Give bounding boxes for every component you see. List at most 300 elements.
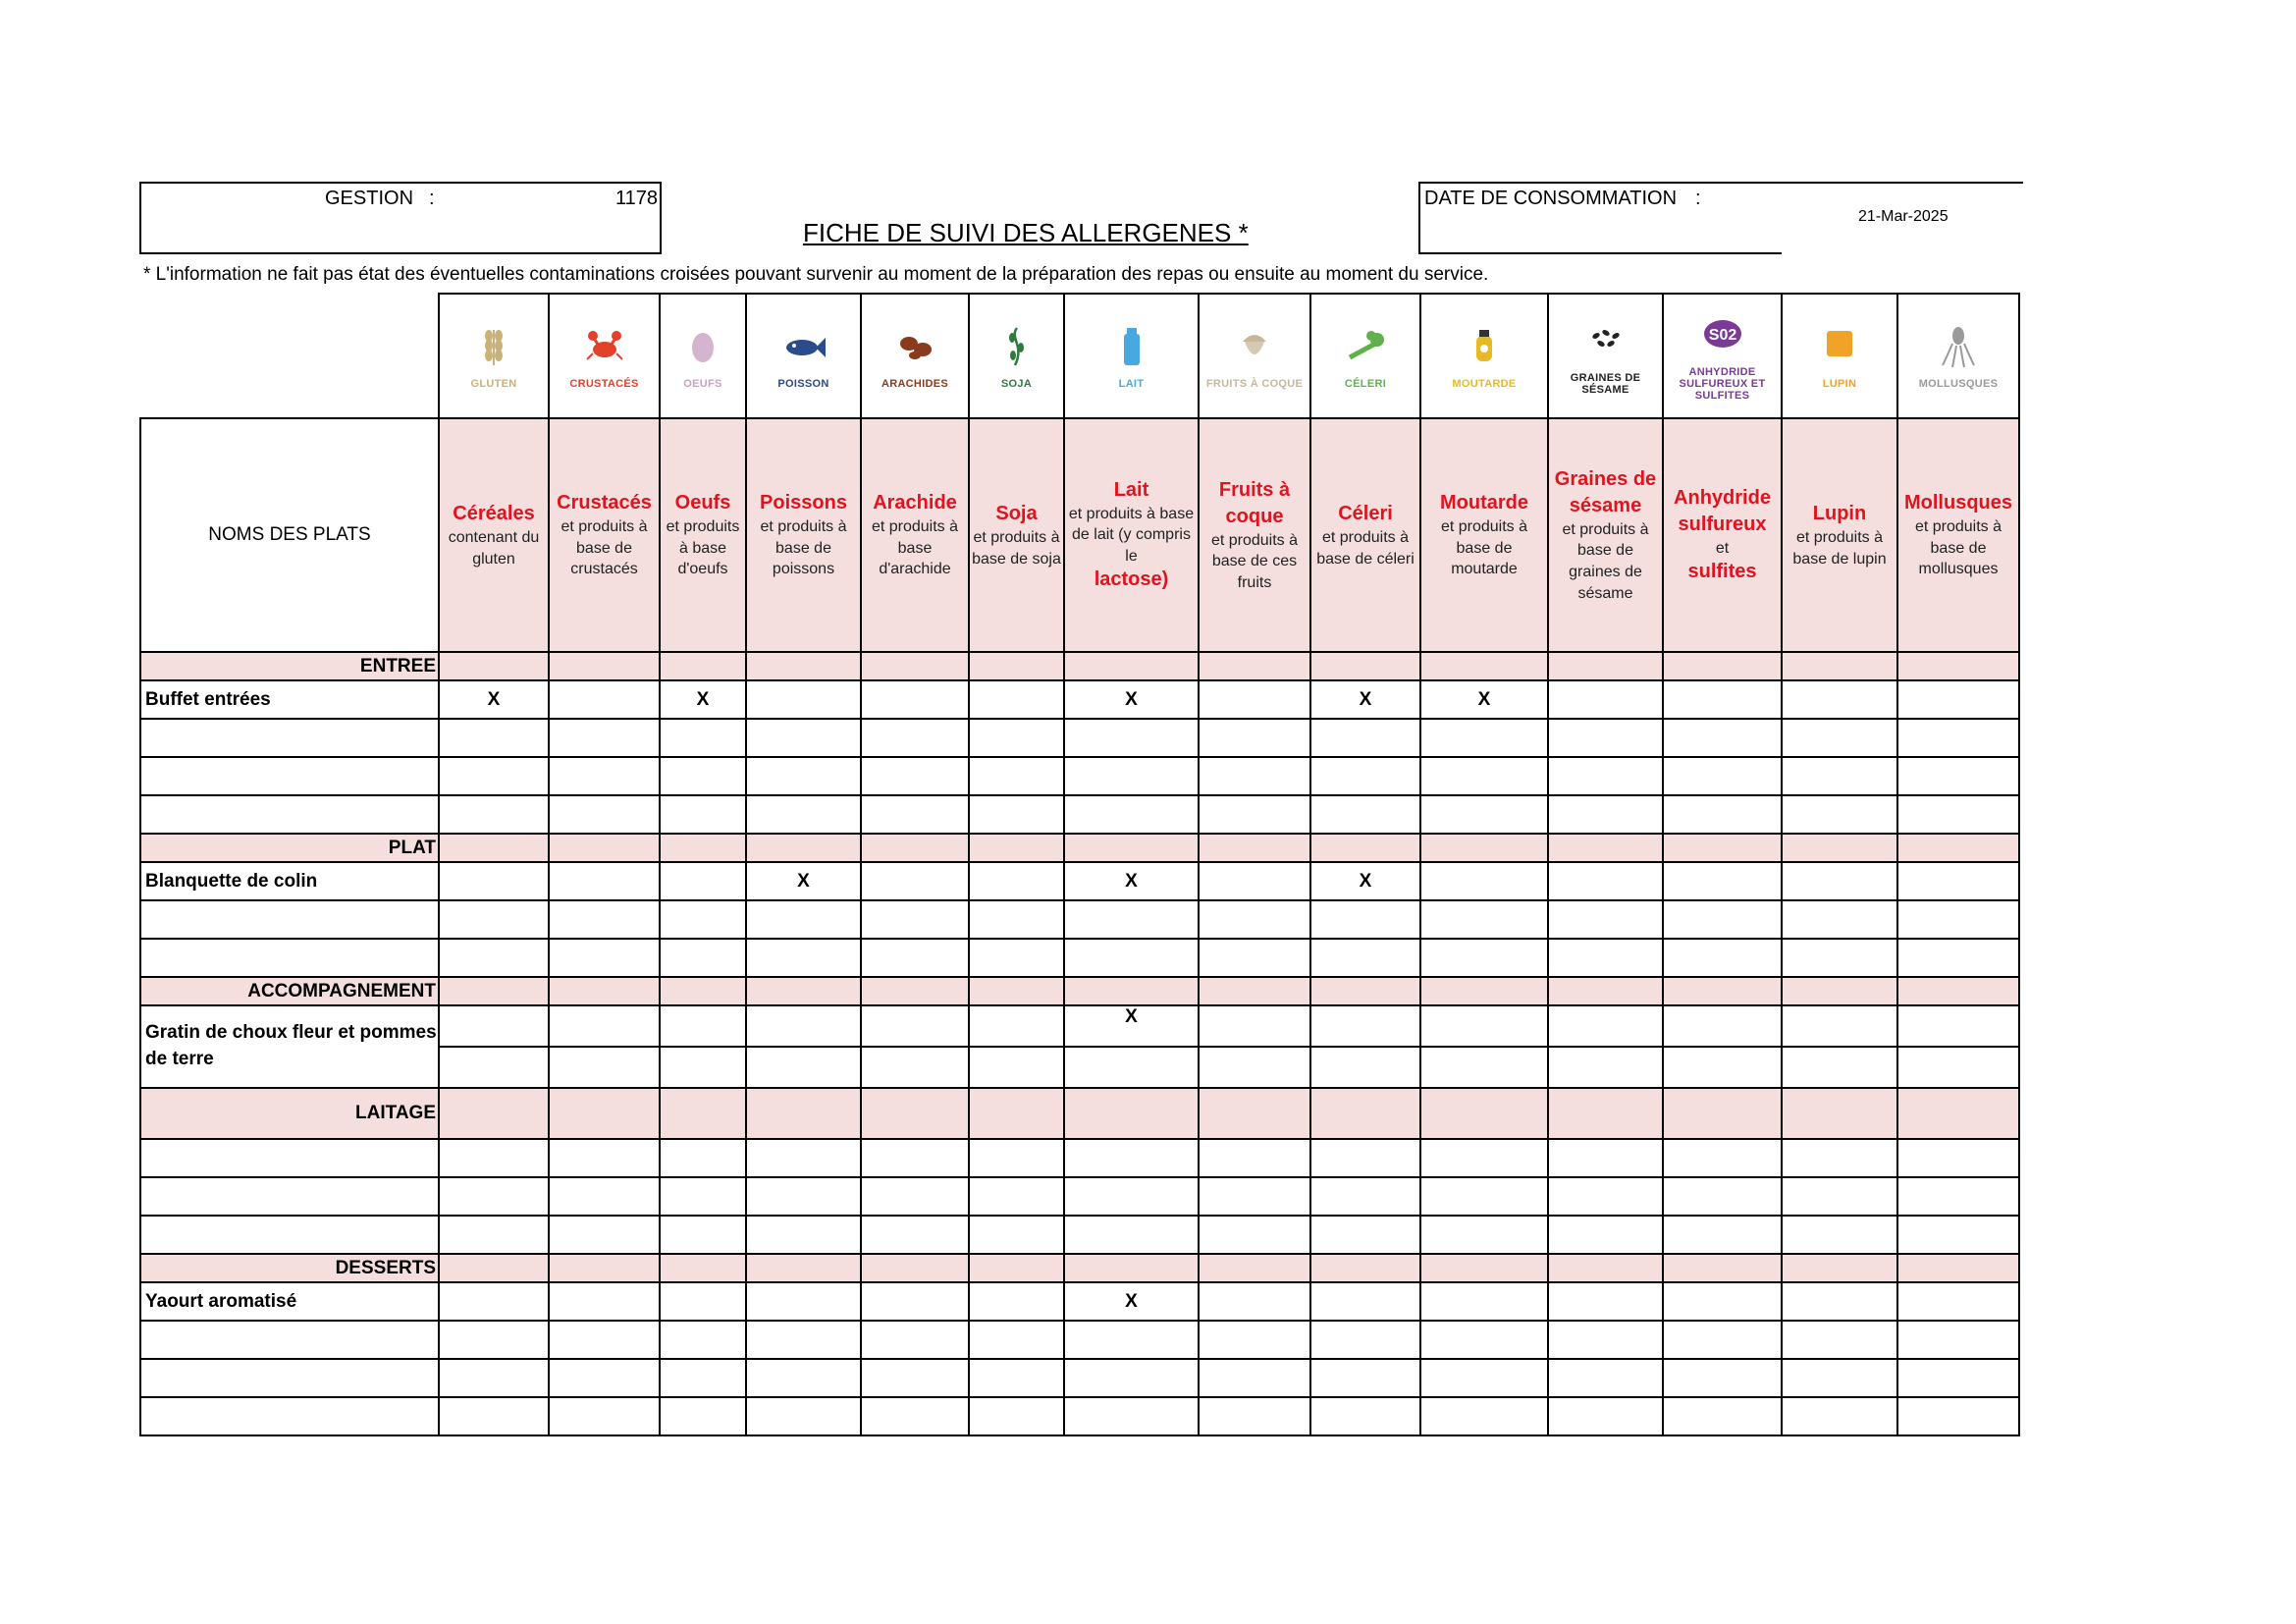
allergen-mark-cell[interactable]	[746, 939, 861, 977]
allergen-mark-cell[interactable]	[1663, 1282, 1782, 1321]
allergen-mark-cell[interactable]	[746, 1216, 861, 1254]
section-label: PLAT	[140, 834, 439, 862]
allergen-header-cell	[1897, 418, 2019, 652]
allergen-mark-cell[interactable]	[439, 862, 549, 900]
allergen-mark-cell[interactable]	[1548, 1177, 1663, 1216]
allergen-description: et produits à base de lupin	[1792, 528, 1887, 568]
allergen-mark-cell[interactable]	[1064, 1177, 1199, 1216]
lupin-icon	[1818, 324, 1861, 374]
allergen-mark-cell[interactable]	[1064, 1216, 1199, 1254]
allergen-mark-cell[interactable]	[1199, 1397, 1310, 1435]
allergen-mark-cell[interactable]	[1782, 1216, 1897, 1254]
allergen-mark-cell[interactable]	[1064, 719, 1199, 757]
allergen-mark-cell[interactable]	[1548, 1047, 1663, 1088]
allergen-mark-cell[interactable]	[1548, 757, 1663, 795]
allergen-mark-cell[interactable]	[1064, 939, 1199, 977]
allergen-mark-cell[interactable]	[439, 1282, 549, 1321]
dish-name[interactable]	[140, 719, 439, 757]
allergen-mark-cell[interactable]	[660, 757, 746, 795]
allergen-mark-cell[interactable]	[969, 757, 1064, 795]
allergen-mark-cell[interactable]	[969, 1397, 1064, 1435]
milk-icon	[1110, 324, 1153, 374]
allergen-mark-cell[interactable]	[549, 1216, 660, 1254]
allergen-mark-cell[interactable]	[660, 795, 746, 834]
section-cell	[1310, 834, 1420, 862]
section-cell	[1064, 1254, 1199, 1282]
allergen-mark-cell[interactable]	[1199, 900, 1310, 939]
allergen-mark-cell[interactable]	[549, 1282, 660, 1321]
allergen-mark-cell[interactable]	[1420, 1359, 1548, 1397]
allergen-mark-cell[interactable]	[1420, 1216, 1548, 1254]
allergen-mark-cell[interactable]	[549, 795, 660, 834]
allergen-mark-cell[interactable]	[861, 680, 969, 719]
allergen-mark-cell[interactable]	[1782, 1177, 1897, 1216]
allergen-mark-cell[interactable]	[861, 795, 969, 834]
allergen-mark-cell[interactable]	[1782, 1047, 1897, 1088]
date-label: DATE DE CONSOMMATION	[1424, 188, 1678, 209]
allergen-mark-cell[interactable]	[1548, 862, 1663, 900]
dish-name[interactable]	[140, 1139, 439, 1177]
allergen-mark-cell[interactable]	[746, 1282, 861, 1321]
section-cell	[1420, 1088, 1548, 1139]
section-cell	[1663, 1088, 1782, 1139]
allergen-mark-cell[interactable]	[1310, 1139, 1420, 1177]
allergen-mark-cell[interactable]	[1663, 795, 1782, 834]
mollusc-icon	[1937, 324, 1980, 374]
allergen-mark-cell[interactable]	[1420, 1005, 1548, 1047]
allergen-mark-cell[interactable]	[1064, 1047, 1199, 1088]
allergen-mark-cell[interactable]	[439, 1139, 549, 1177]
dish-name[interactable]: Gratin de choux fleur et pommes de terre	[140, 1005, 439, 1088]
allergen-mark-cell[interactable]	[746, 1047, 861, 1088]
allergen-mark-cell[interactable]	[1064, 1397, 1199, 1435]
section-cell	[1310, 652, 1420, 680]
allergen-icon-cell	[1420, 294, 1548, 419]
allergen-mark-cell[interactable]	[1199, 939, 1310, 977]
dish-name[interactable]	[140, 1397, 439, 1435]
allergen-mark-cell[interactable]	[969, 1139, 1064, 1177]
allergen-mark-cell[interactable]	[746, 1397, 861, 1435]
allergen-mark-cell[interactable]: X	[1310, 862, 1420, 900]
allergen-header-cell	[1548, 418, 1663, 652]
allergen-mark-cell[interactable]	[439, 1321, 549, 1359]
allergen-mark-cell[interactable]	[439, 795, 549, 834]
allergen-mark-cell[interactable]	[746, 795, 861, 834]
allergen-mark-cell[interactable]	[1548, 1139, 1663, 1177]
allergen-mark-cell[interactable]	[549, 900, 660, 939]
allergen-mark-cell[interactable]	[1548, 680, 1663, 719]
wheat-icon	[472, 324, 515, 374]
section-cell	[746, 977, 861, 1005]
allergen-mark-cell[interactable]	[549, 1047, 660, 1088]
allergen-mark-cell[interactable]	[660, 1359, 746, 1397]
allergen-mark-cell[interactable]	[1420, 1321, 1548, 1359]
section-cell	[1420, 977, 1548, 1005]
allergen-mark-cell[interactable]	[1310, 1047, 1420, 1088]
allergen-mark-cell[interactable]	[1782, 1359, 1897, 1397]
allergen-mark-cell[interactable]	[746, 1139, 861, 1177]
allergen-name: Graines de sésame	[1554, 467, 1657, 516]
allergen-mark-cell[interactable]	[1310, 1216, 1420, 1254]
allergen-mark-cell[interactable]	[1199, 1177, 1310, 1216]
allergen-mark-cell[interactable]	[549, 680, 660, 719]
allergen-icon-cell	[1310, 294, 1420, 419]
allergen-mark-cell[interactable]	[1897, 1397, 2019, 1435]
allergen-mark-cell[interactable]	[1199, 862, 1310, 900]
allergen-mark-cell[interactable]	[1897, 1005, 2019, 1047]
allergen-mark-cell[interactable]	[1420, 795, 1548, 834]
allergen-name: Lupin	[1812, 502, 1867, 524]
allergen-mark-cell[interactable]	[1064, 1321, 1199, 1359]
allergen-mark-cell[interactable]	[1897, 1321, 2019, 1359]
allergen-mark-cell[interactable]	[439, 1005, 549, 1047]
section-cell	[439, 652, 549, 680]
allergen-mark-cell[interactable]	[1663, 1047, 1782, 1088]
allergen-mark-cell[interactable]	[1782, 680, 1897, 719]
allergen-mark-cell[interactable]	[1548, 1216, 1663, 1254]
allergen-mark-cell[interactable]	[861, 1359, 969, 1397]
allergen-name: Poissons	[760, 492, 847, 514]
allergen-mark-cell[interactable]	[1548, 939, 1663, 977]
allergen-mark-cell[interactable]	[1663, 1397, 1782, 1435]
allergen-mark-cell[interactable]	[1782, 757, 1897, 795]
allergen-mark-cell[interactable]	[1199, 1282, 1310, 1321]
allergen-mark-cell[interactable]	[861, 1177, 969, 1216]
allergen-header-cell	[861, 418, 969, 652]
allergen-mark-cell[interactable]	[1310, 757, 1420, 795]
allergen-mark-cell[interactable]	[1782, 1282, 1897, 1321]
allergen-mark-cell[interactable]	[746, 1177, 861, 1216]
allergen-mark-cell[interactable]	[1782, 1397, 1897, 1435]
section-cell	[1548, 652, 1663, 680]
allergen-mark-cell[interactable]	[660, 1047, 746, 1088]
allergen-mark-cell[interactable]: X	[1420, 680, 1548, 719]
allergen-mark-cell[interactable]	[1897, 1047, 2019, 1088]
allergen-mark-cell[interactable]	[1310, 900, 1420, 939]
allergen-mark-cell[interactable]	[1663, 862, 1782, 900]
allergen-mark-cell[interactable]	[1199, 680, 1310, 719]
allergen-mark-cell[interactable]	[969, 1359, 1064, 1397]
allergen-mark-cell[interactable]	[1663, 1139, 1782, 1177]
section-cell	[1782, 977, 1897, 1005]
allergen-mark-cell[interactable]	[1897, 680, 2019, 719]
allergen-mark-cell[interactable]	[861, 1397, 969, 1435]
allergen-mark-cell[interactable]	[1199, 719, 1310, 757]
allergen-mark-cell[interactable]	[1420, 900, 1548, 939]
allergen-mark-cell[interactable]	[660, 1282, 746, 1321]
allergen-mark-cell[interactable]	[1420, 719, 1548, 757]
dish-name[interactable]: Yaourt aromatisé	[140, 1282, 439, 1321]
allergen-mark-cell[interactable]	[660, 1005, 746, 1047]
allergen-mark-cell[interactable]	[1310, 1282, 1420, 1321]
allergen-description: et produits à base de crustacés	[561, 518, 648, 578]
allergen-mark-cell[interactable]	[1310, 1005, 1420, 1047]
allergen-mark-cell[interactable]	[660, 1139, 746, 1177]
allergen-mark-cell[interactable]	[1310, 1359, 1420, 1397]
allergen-mark-cell[interactable]	[549, 1321, 660, 1359]
allergen-mark-cell[interactable]	[1663, 900, 1782, 939]
section-cell	[549, 1254, 660, 1282]
allergen-mark-cell[interactable]	[1310, 1397, 1420, 1435]
allergen-icon-caption: POISSON	[777, 377, 829, 390]
dish-name[interactable]: Blanquette de colin	[140, 862, 439, 900]
allergen-mark-cell[interactable]	[1548, 1321, 1663, 1359]
allergen-name: Mollusques	[1903, 492, 2012, 514]
allergen-mark-cell[interactable]	[439, 1397, 549, 1435]
allergen-mark-cell[interactable]	[861, 1047, 969, 1088]
page-title: FICHE DE SUIVI DES ALLERGENES *	[803, 218, 1249, 247]
allergen-mark-cell[interactable]	[439, 757, 549, 795]
allergen-mark-cell[interactable]	[969, 900, 1064, 939]
allergen-mark-cell[interactable]	[1663, 1177, 1782, 1216]
allergen-mark-cell[interactable]	[969, 1047, 1064, 1088]
allergen-mark-cell[interactable]	[660, 862, 746, 900]
allergen-mark-cell[interactable]	[1420, 862, 1548, 900]
allergen-mark-cell[interactable]	[1064, 795, 1199, 834]
allergen-mark-cell[interactable]	[1782, 795, 1897, 834]
allergen-mark-cell[interactable]	[1199, 1005, 1310, 1047]
section-cell	[660, 652, 746, 680]
allergen-mark-cell[interactable]	[969, 1216, 1064, 1254]
allergen-mark-cell[interactable]	[549, 1139, 660, 1177]
allergen-mark-cell[interactable]	[549, 757, 660, 795]
allergen-mark-cell[interactable]: X	[1064, 680, 1199, 719]
allergen-mark-cell[interactable]	[1064, 757, 1199, 795]
section-row	[140, 1254, 2019, 1282]
allergen-mark-cell[interactable]	[861, 900, 969, 939]
allergen-mark-cell[interactable]	[746, 900, 861, 939]
allergen-header-cell	[1199, 418, 1310, 652]
allergen-mark-cell[interactable]	[1420, 1139, 1548, 1177]
allergen-mark-cell[interactable]	[1782, 1005, 1897, 1047]
allergen-mark-cell[interactable]	[1199, 1139, 1310, 1177]
allergen-icon-caption: OEUFS	[683, 377, 722, 390]
section-cell	[969, 652, 1064, 680]
allergen-header-cell	[1663, 418, 1782, 652]
allergen-mark-cell[interactable]	[969, 680, 1064, 719]
allergen-mark-cell[interactable]	[439, 939, 549, 977]
section-cell	[1310, 1088, 1420, 1139]
allergen-mark-cell[interactable]	[861, 862, 969, 900]
allergen-mark-cell[interactable]	[1782, 862, 1897, 900]
allergen-mark-cell[interactable]	[746, 757, 861, 795]
allergen-mark-cell[interactable]	[1663, 1321, 1782, 1359]
allergen-header-cell	[969, 418, 1064, 652]
allergen-mark-cell[interactable]	[1310, 1321, 1420, 1359]
section-label: ACCOMPAGNEMENT	[140, 977, 439, 1005]
dish-name[interactable]	[140, 1359, 439, 1397]
allergen-mark-cell[interactable]	[1064, 1139, 1199, 1177]
allergen-mark-cell[interactable]	[1897, 939, 2019, 977]
allergen-mark-cell[interactable]	[1897, 1139, 2019, 1177]
allergen-name: Fruits à coque	[1218, 478, 1291, 527]
allergen-mark-cell[interactable]	[861, 939, 969, 977]
date-separator: :	[1695, 188, 1701, 209]
allergen-mark-cell[interactable]	[1548, 719, 1663, 757]
allergen-mark-cell[interactable]	[439, 900, 549, 939]
allergen-mark-cell[interactable]	[1064, 1359, 1199, 1397]
allergen-mark-cell[interactable]	[861, 719, 969, 757]
dish-name[interactable]: Buffet entrées	[140, 680, 439, 719]
allergen-mark-cell[interactable]: X	[439, 680, 549, 719]
allergen-mark-cell[interactable]	[969, 795, 1064, 834]
allergen-mark-cell[interactable]	[1663, 939, 1782, 977]
allergen-mark-cell[interactable]	[1310, 795, 1420, 834]
mustard-icon	[1463, 324, 1506, 374]
allergen-mark-cell[interactable]	[660, 1321, 746, 1359]
allergen-mark-cell[interactable]	[746, 680, 861, 719]
allergen-mark-cell[interactable]	[861, 1282, 969, 1321]
allergen-mark-cell[interactable]	[1897, 900, 2019, 939]
allergen-mark-cell[interactable]: X	[1310, 680, 1420, 719]
allergen-mark-cell[interactable]	[1548, 1397, 1663, 1435]
allergen-mark-cell[interactable]	[861, 1139, 969, 1177]
allergen-mark-cell[interactable]	[1420, 1177, 1548, 1216]
allergen-mark-cell[interactable]	[1199, 795, 1310, 834]
allergen-mark-cell[interactable]	[746, 1005, 861, 1047]
section-cell	[1199, 977, 1310, 1005]
allergen-mark-cell[interactable]	[1897, 1177, 2019, 1216]
allergen-mark-cell[interactable]	[1420, 1047, 1548, 1088]
allergen-mark-cell[interactable]	[1420, 757, 1548, 795]
allergen-mark-cell[interactable]	[439, 1216, 549, 1254]
egg-icon	[681, 324, 724, 374]
dish-name[interactable]	[140, 1321, 439, 1359]
allergen-description: et produits à base de ces fruits	[1210, 531, 1299, 591]
allergen-mark-cell[interactable]	[660, 939, 746, 977]
section-row	[140, 1088, 2019, 1139]
allergen-mark-cell[interactable]	[1897, 795, 2019, 834]
allergen-mark-cell[interactable]	[1548, 900, 1663, 939]
allergen-mark-cell[interactable]	[660, 1216, 746, 1254]
allergen-mark-cell[interactable]	[660, 1397, 746, 1435]
allergen-mark-cell[interactable]	[1199, 1359, 1310, 1397]
allergen-description: et produits à base d'arachide	[871, 518, 959, 578]
allergen-mark-cell[interactable]	[1548, 795, 1663, 834]
allergen-mark-cell[interactable]	[969, 1282, 1064, 1321]
table-row	[140, 757, 2019, 795]
allergen-mark-cell[interactable]	[1782, 1321, 1897, 1359]
allergen-mark-cell[interactable]	[1199, 757, 1310, 795]
allergen-mark-cell[interactable]	[1663, 757, 1782, 795]
allergen-mark-cell[interactable]	[1420, 1397, 1548, 1435]
section-cell	[1064, 977, 1199, 1005]
allergen-mark-cell[interactable]	[549, 1005, 660, 1047]
allergen-mark-cell[interactable]	[439, 1047, 549, 1088]
allergen-mark-cell[interactable]	[969, 1005, 1064, 1047]
allergen-mark-cell[interactable]	[969, 1321, 1064, 1359]
allergen-mark-cell[interactable]	[1199, 1047, 1310, 1088]
allergen-mark-cell[interactable]	[549, 1397, 660, 1435]
allergen-icon-cell	[969, 294, 1064, 419]
allergen-mark-cell[interactable]	[1310, 1177, 1420, 1216]
section-label: ENTREE	[140, 652, 439, 680]
allergen-mark-cell[interactable]	[746, 1321, 861, 1359]
allergen-mark-cell[interactable]: X	[660, 680, 746, 719]
allergen-name: Céréales	[453, 502, 535, 524]
allergen-mark-cell[interactable]: X	[1064, 862, 1199, 900]
allergen-mark-cell[interactable]	[861, 757, 969, 795]
dish-name[interactable]	[140, 1177, 439, 1216]
allergen-mark-cell[interactable]	[439, 1359, 549, 1397]
dish-name[interactable]	[140, 757, 439, 795]
allergen-mark-cell[interactable]	[861, 1005, 969, 1047]
allergen-mark-cell[interactable]	[746, 719, 861, 757]
allergen-mark-cell[interactable]	[969, 862, 1064, 900]
allergen-mark-cell[interactable]	[660, 719, 746, 757]
allergen-mark-cell[interactable]	[1548, 1282, 1663, 1321]
allergen-mark-cell[interactable]	[1663, 719, 1782, 757]
allergen-mark-cell[interactable]	[660, 900, 746, 939]
allergen-mark-cell[interactable]	[969, 719, 1064, 757]
allergen-mark-cell[interactable]	[439, 1177, 549, 1216]
section-cell	[1548, 1254, 1663, 1282]
allergen-mark-cell[interactable]	[549, 1177, 660, 1216]
allergen-mark-cell[interactable]	[1199, 1321, 1310, 1359]
allergen-mark-cell[interactable]	[1897, 719, 2019, 757]
allergen-mark-cell[interactable]	[1782, 719, 1897, 757]
allergen-mark-cell[interactable]	[1897, 1359, 2019, 1397]
allergen-mark-cell[interactable]	[1897, 862, 2019, 900]
allergen-mark-cell[interactable]	[1782, 900, 1897, 939]
dish-name[interactable]	[140, 939, 439, 977]
dish-name[interactable]	[140, 795, 439, 834]
dish-name[interactable]	[140, 900, 439, 939]
allergen-mark-cell[interactable]	[1548, 1005, 1663, 1047]
allergen-mark-cell[interactable]	[1064, 900, 1199, 939]
section-cell	[1897, 1088, 2019, 1139]
allergen-mark-cell[interactable]	[1663, 1005, 1782, 1047]
allergen-name: Soja	[995, 502, 1038, 524]
allergen-mark-cell[interactable]	[1420, 1282, 1548, 1321]
allergen-mark-cell[interactable]	[1782, 1139, 1897, 1177]
allergen-mark-cell[interactable]: X	[746, 862, 861, 900]
allergen-mark-cell[interactable]	[969, 1177, 1064, 1216]
section-cell	[1199, 1088, 1310, 1139]
allergen-mark-cell[interactable]	[1897, 1216, 2019, 1254]
allergen-mark-cell[interactable]	[660, 1177, 746, 1216]
allergen-mark-cell[interactable]	[1420, 939, 1548, 977]
allergen-mark-cell[interactable]	[549, 862, 660, 900]
allergen-mark-cell[interactable]	[1663, 680, 1782, 719]
allergen-mark-cell[interactable]	[549, 719, 660, 757]
allergen-mark-cell[interactable]	[1310, 719, 1420, 757]
allergen-mark-cell[interactable]	[1663, 1359, 1782, 1397]
allergen-mark-cell[interactable]: X	[1064, 1005, 1199, 1047]
allergen-mark-cell[interactable]	[861, 1321, 969, 1359]
allergen-mark-cell[interactable]	[969, 939, 1064, 977]
allergen-mark-cell[interactable]	[1199, 1216, 1310, 1254]
dish-name[interactable]	[140, 1216, 439, 1254]
allergen-mark-cell[interactable]	[1663, 1216, 1782, 1254]
allergen-name: Anhydride sulfureux	[1674, 486, 1771, 535]
allergen-mark-cell[interactable]	[549, 939, 660, 977]
section-cell	[1782, 1088, 1897, 1139]
gestion-separator: :	[429, 188, 435, 209]
allergen-mark-cell[interactable]	[861, 1216, 969, 1254]
allergen-mark-cell[interactable]	[549, 1359, 660, 1397]
allergen-icon-cell	[861, 294, 969, 419]
allergen-mark-cell[interactable]	[439, 719, 549, 757]
allergen-mark-cell[interactable]	[1548, 1359, 1663, 1397]
allergen-mark-cell[interactable]	[1897, 1282, 2019, 1321]
section-cell	[439, 977, 549, 1005]
allergen-mark-cell[interactable]	[1310, 939, 1420, 977]
allergen-mark-cell[interactable]: X	[1064, 1282, 1199, 1321]
allergen-mark-cell[interactable]	[1782, 939, 1897, 977]
allergen-mark-cell[interactable]	[746, 1359, 861, 1397]
allergen-mark-cell[interactable]	[1897, 757, 2019, 795]
